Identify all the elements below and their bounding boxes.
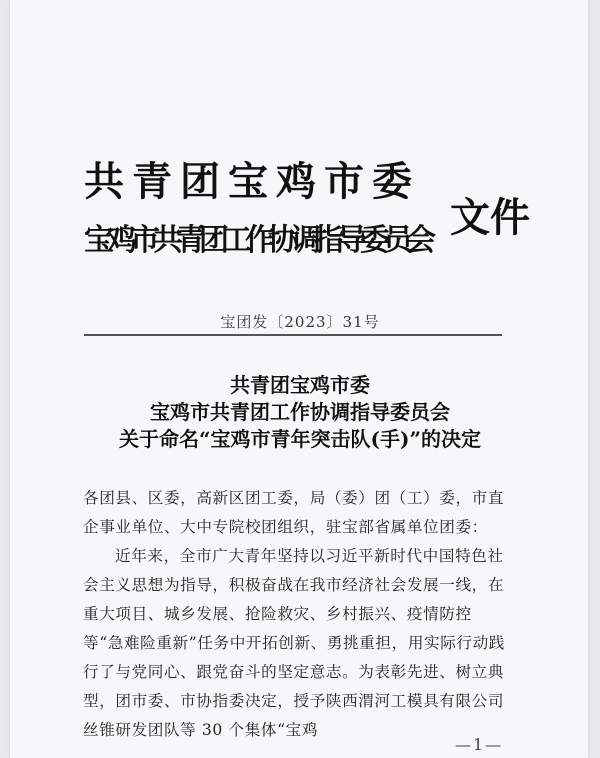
- salutation: 各团县、区委，高新区团工委，局（委）团（工）委，市直企事业单位、大中专院校团组织，驻宝部省属单位团委：: [83, 489, 505, 536]
- title-line-3: 关于命名“宝鸡市青年突击队(手)”的决定: [119, 427, 481, 451]
- issuer-line-1: 共青团宝鸡市委: [84, 158, 420, 205]
- issuer-line-2: 宝鸡市共青团工作协调指导委员会: [84, 223, 429, 258]
- document-type: 文件: [450, 194, 530, 241]
- page-number: —1—: [455, 735, 504, 754]
- title-line-1: 共青团宝鸡市委: [230, 373, 370, 397]
- title-line-2: 宝鸡市共青团工作协调指导委员会: [150, 400, 450, 424]
- header-divider: [84, 334, 502, 336]
- paragraph: 近年来，全市广大青年坚持以习近平新时代中国特色社会主义思想为指导，积极奋战在我市经济社会发展一线，在重大项目、城乡发展、抢险救灾、乡村振兴、疫情防控等“急难险重新”任务中开拓创新、勇挑重担，用实际行动践行了与党同心、跟党奋斗的坚定意志。为表彰先进、树立典型，团市委、市协指委决定，授予陕西渭河工模具有限公司丝锥研发团队等 30 个集体“宝鸡: [83, 547, 505, 739]
- document-body: [83, 484, 508, 745]
- document-number: 宝团发〔2023〕31号: [220, 313, 380, 331]
